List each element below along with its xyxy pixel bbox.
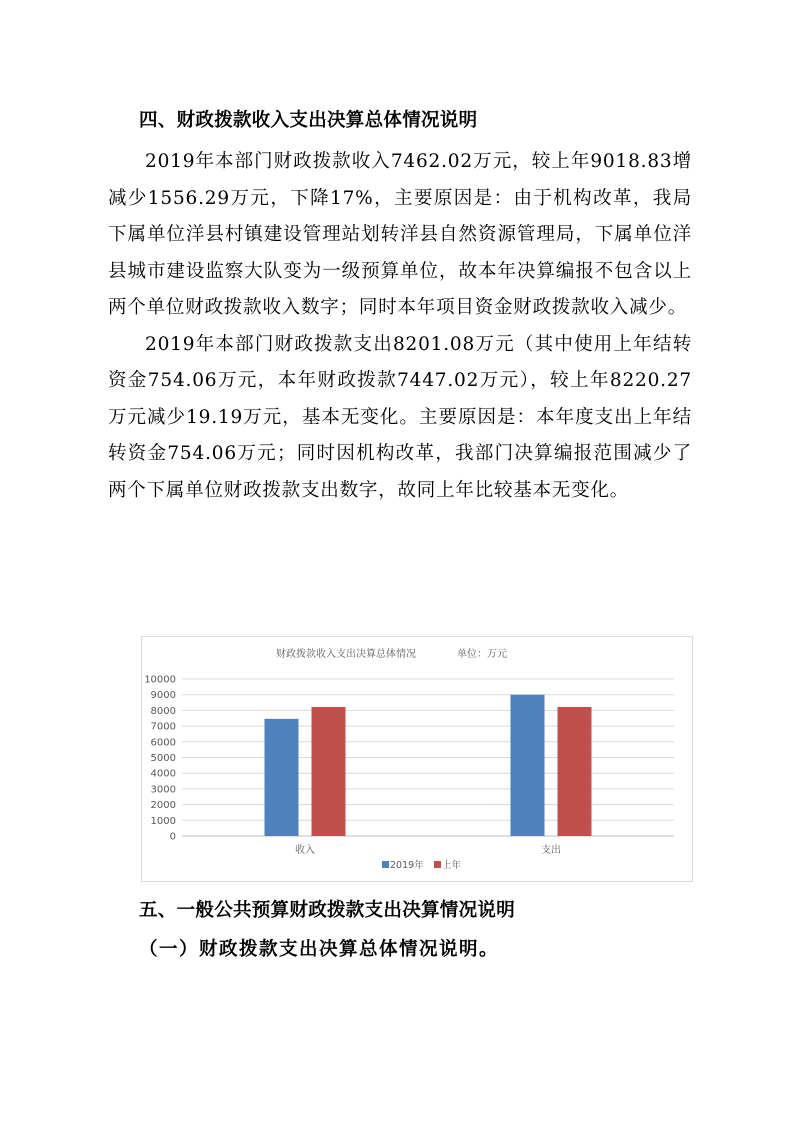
chart-svg [142,637,692,881]
y-tick-label: 9000 [150,690,176,702]
section-5-subheading: （一）财政拨款支出决算总体情况说明。 [139,939,500,960]
income-paragraph: 2019年本部门财政拨款收入7462.02万元，较上年9018.83增减少1556.29万元，下降17%，主要原因是：由于机构改革，我局下属单位洋县村镇建设管理站划转洋县自然资源管理局，下属单位洋县城市建设监察大队变为一级预算单位，故本年决算编报不包含以上两个单位财政拨款收入数字；同时本年项目资金财政拨款收入减少。 [108,151,692,318]
category-label: 收入 [295,845,315,856]
bar-1-1 [558,707,592,836]
section-5-heading: 五、一般公共预算财政拨款支出决算情况说明 [139,900,516,921]
section-4-heading: 四、财政拨款收入支出决算总体情况说明 [139,110,478,131]
chart-unit-label: 单位：万元 [457,649,507,660]
expenditure-paragraph: 2019年本部门财政拨款支出8201.08万元（其中使用上年结转资金754.06万元，本年财政拨款7447.02万元），较上年8220.27万元减少19.19万元，基本无变化。主要原因是：本年度支出上年结转资金754.06万元；同时因机构改革，我部门决算编报范围减少了两个下属单位财政拨款支出数字，故同上年比较基本无变化。 [108,333,692,501]
y-tick-label: 3000 [150,784,176,796]
bar-0-1 [312,707,346,836]
bar-0-0 [265,719,299,836]
income-expenditure-chart [141,636,693,882]
bar-1-0 [511,695,545,836]
legend-label: 上年 [442,860,462,871]
y-tick-label: 0 [169,831,176,843]
y-tick-label: 2000 [150,800,176,812]
y-tick-label: 8000 [150,705,176,717]
y-tick-label: 1000 [150,815,176,827]
legend-swatch [382,861,389,868]
chart-title: 财政拨款收入支出决算总体情况 [276,649,416,660]
y-tick-label: 10000 [144,674,176,686]
legend-swatch [434,861,441,868]
legend-label: 2019年 [390,860,424,871]
category-label: 支出 [541,845,561,856]
y-tick-label: 6000 [150,737,176,749]
section-4-body [108,144,692,509]
y-tick-label: 7000 [150,721,176,733]
y-tick-label: 4000 [150,768,176,780]
y-tick-label: 5000 [150,753,176,764]
